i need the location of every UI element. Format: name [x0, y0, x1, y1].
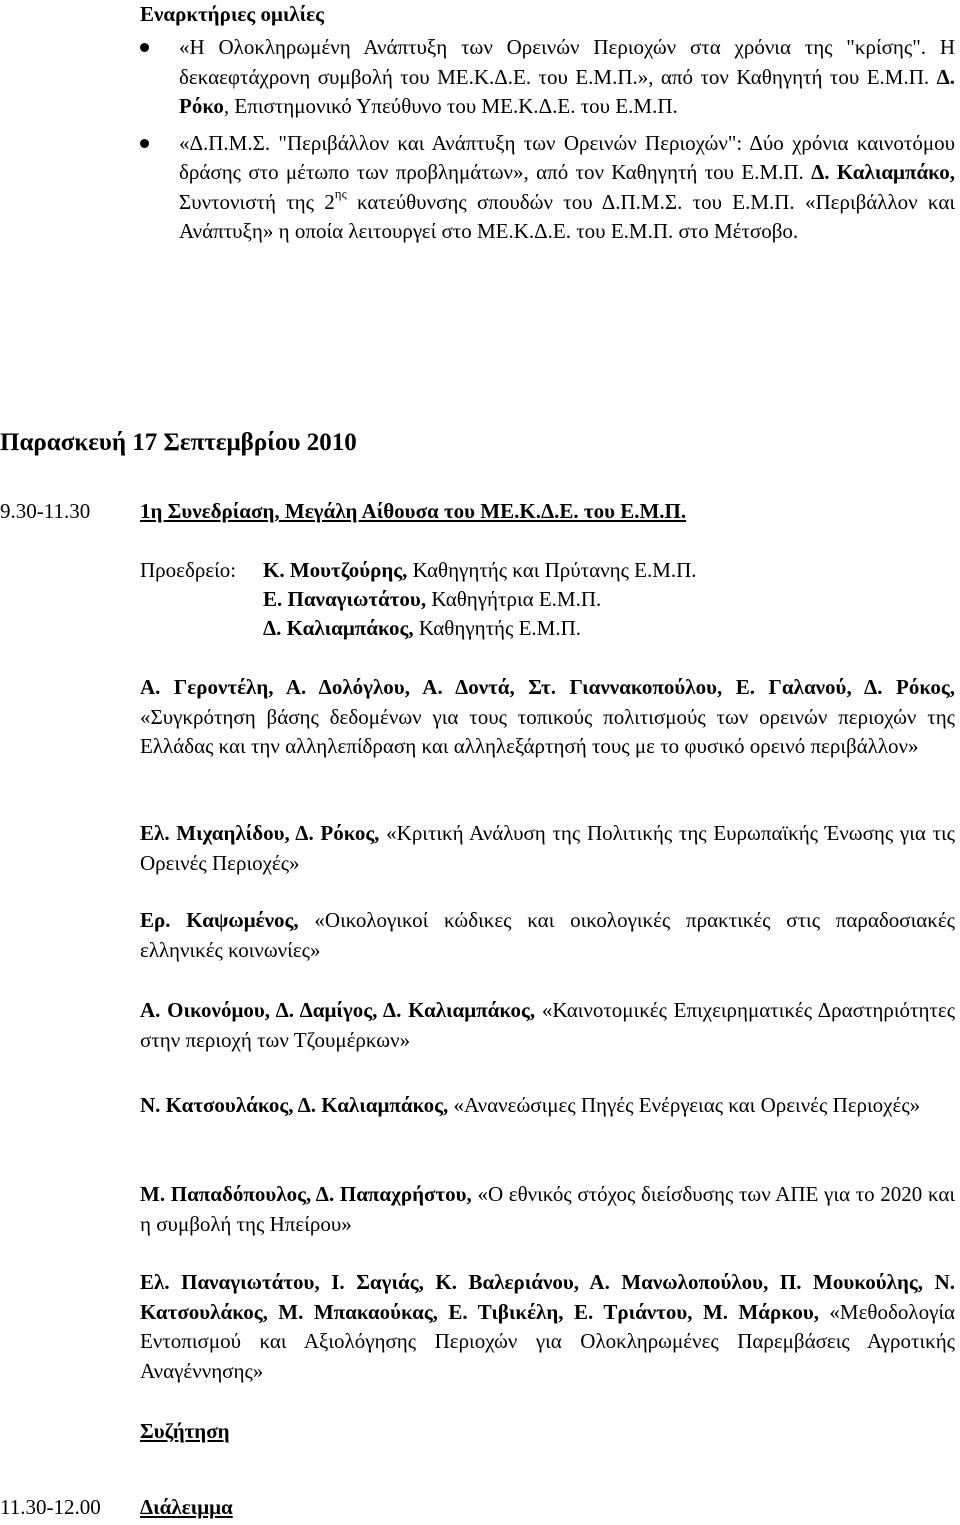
- chair-name: Ε. Παναγιωτάτου,: [263, 587, 427, 611]
- speaker-name: Δ. Καλιαμπάκο,: [811, 160, 955, 184]
- presidium-row: [140, 585, 697, 614]
- speech-text: Συντονιστή της 2: [179, 189, 335, 214]
- paper-title: «Κριτική Ανάλυση της Πολιτικής της Ευρωπαϊκής Ένωσης για τις Ορεινές Περιοχές»: [140, 821, 955, 875]
- chair-role: Καθηγητής Ε.Μ.Π.: [413, 616, 582, 640]
- opening-speech-2: [179, 129, 955, 247]
- break-label: Διάλειμμα: [140, 1495, 233, 1519]
- paper-entry: [140, 1180, 955, 1239]
- list-item: [140, 129, 955, 247]
- presidium: [140, 556, 697, 643]
- speech-text: «Η Ολοκληρωμένη Ανάπτυξη των Ορεινών Περιοχών στα χρόνια της "κρίσης". Η δεκαεφτάχρονη συμβολή του ΜΕ.Κ.Δ.Ε. του Ε.Μ.Π.», από τον Καθηγητή του Ε.Μ.Π.: [179, 35, 955, 89]
- opening-heading: Εναρκτήριες ομιλίες: [140, 2, 325, 26]
- day-heading: Παρασκευή 17 Σεπτεμβρίου 2010: [0, 429, 357, 456]
- paper-title: «Οικολογικοί κώδικες και οικολογικές πρακτικές στις παραδοσιακές ελληνικές κοινωνίες»: [140, 908, 955, 962]
- paper-title: «Συγκρότηση βάσης δεδομένων για τους τοπικούς πολιτισμούς των ορεινών περιοχών της Ελλάδας και την αλληλεπίδραση και αλληλεξάρτησή τους με το φυσικό ορεινό περιβάλλον»: [140, 704, 955, 758]
- chair-role: Καθηγήτρια Ε.Μ.Π.: [426, 587, 602, 611]
- session-time: 9.30-11.30: [0, 499, 91, 523]
- paper-authors: Α. Οικονόμου, Δ. Δαμίγος, Δ. Καλιαμπάκος,: [140, 998, 536, 1022]
- speaker-name: Δ. Ρόκο: [179, 64, 955, 118]
- chair-role: Καθηγητής και Πρύτανης Ε.Μ.Π.: [407, 558, 697, 582]
- chair-name: Δ. Καλιαμπάκος,: [263, 616, 414, 640]
- paper-authors: Α. Γεροντέλη, Α. Δολόγλου, Α. Δοντά, Στ. Γιαννακοπούλου, Ε. Γαλανού, Δ. Ρόκος,: [140, 675, 955, 699]
- presidium-row: [140, 556, 697, 585]
- presidium-label: Προεδρείο:: [140, 558, 237, 582]
- paper-title: «Ανανεώσιμες Πηγές Ενέργειας και Ορεινές Περιοχές»: [448, 1093, 921, 1117]
- paper-title: «Μεθοδολογία Εντοπισμού και Αξιολόγησης Περιοχών για Ολοκληρωμένες Παρεμβάσεις Αγροτικής Αναγέννησης»: [140, 1299, 955, 1383]
- presidium-row: [140, 614, 697, 643]
- opening-speeches-list: [140, 33, 955, 247]
- paper-authors: Ελ. Μιχαηλίδου, Δ. Ρόκος,: [140, 821, 380, 845]
- paper-entry: [140, 1268, 955, 1386]
- paper-authors: Μ. Παπαδόπουλος, Δ. Παπαχρήστου,: [140, 1182, 472, 1206]
- speech-text: , Επιστημονικό Υπεύθυνο του ΜΕ.Κ.Δ.Ε. του Ε.Μ.Π.: [223, 94, 678, 118]
- paper-entry: [140, 819, 955, 878]
- chair-name: Κ. Μουτζούρης,: [263, 558, 408, 582]
- paper-entry: [140, 906, 955, 965]
- paper-authors: Ερ. Καψωμένος,: [140, 908, 299, 932]
- opening-speech-1: [179, 33, 955, 122]
- break-time: 11.30-12.00: [0, 1495, 101, 1519]
- speech-text: κατεύθυνσης σπουδών του Δ.Π.Μ.Σ. του Ε.Μ.Π. «Περιβάλλον και Ανάπτυξη» η οποία λειτουργεί στο ΜΕ.Κ.Δ.Ε. του Ε.Μ.Π. στο Μέτσοβο.: [179, 189, 955, 243]
- paper-entry: [140, 673, 955, 762]
- paper-title: «Ο εθνικός στόχος διείσδυσης των ΑΠΕ για το 2020 και η συμβολή της Ηπείρου»: [140, 1182, 956, 1236]
- discussion-label: Συζήτηση: [140, 1419, 230, 1443]
- paper-authors: Ελ. Παναγιωτάτου, Ι. Σαγιάς, Κ. Βαλεριάνου, Α. Μανωλοπούλου, Π. Μουκούλης, Ν. Κατσουλάκος, Μ. Μπακαούκας, Ε. Τιβικέλη, Ε. Τριάντου, Μ. Μάρκου,: [140, 1270, 955, 1324]
- paper-title: «Καινοτομικές Επιχειρηματικές Δραστηριότητες στην περιοχή των Τζουμέρκων»: [140, 998, 956, 1052]
- paper-entry: [140, 996, 955, 1055]
- bullet-icon: [140, 43, 149, 52]
- bullet-icon: [140, 139, 149, 148]
- ordinal-suffix: ης: [334, 185, 347, 201]
- list-item: [140, 33, 955, 122]
- speech-text: «Δ.Π.Μ.Σ. "Περιβάλλον και Ανάπτυξη των Ορεινών Περιοχών": Δύο χρόνια καινοτόμου δράσης στο μέτωπο των προβλημάτων», από τον Καθηγητή του Ε.Μ.Π.: [179, 130, 955, 184]
- paper-authors: Ν. Κατσουλάκος, Δ. Καλιαμπάκος,: [140, 1093, 449, 1117]
- paper-entry: [140, 1091, 955, 1121]
- session-title: 1η Συνεδρίαση, Μεγάλη Αίθουσα του ΜΕ.Κ.Δ.Ε. του Ε.Μ.Π.: [140, 499, 687, 523]
